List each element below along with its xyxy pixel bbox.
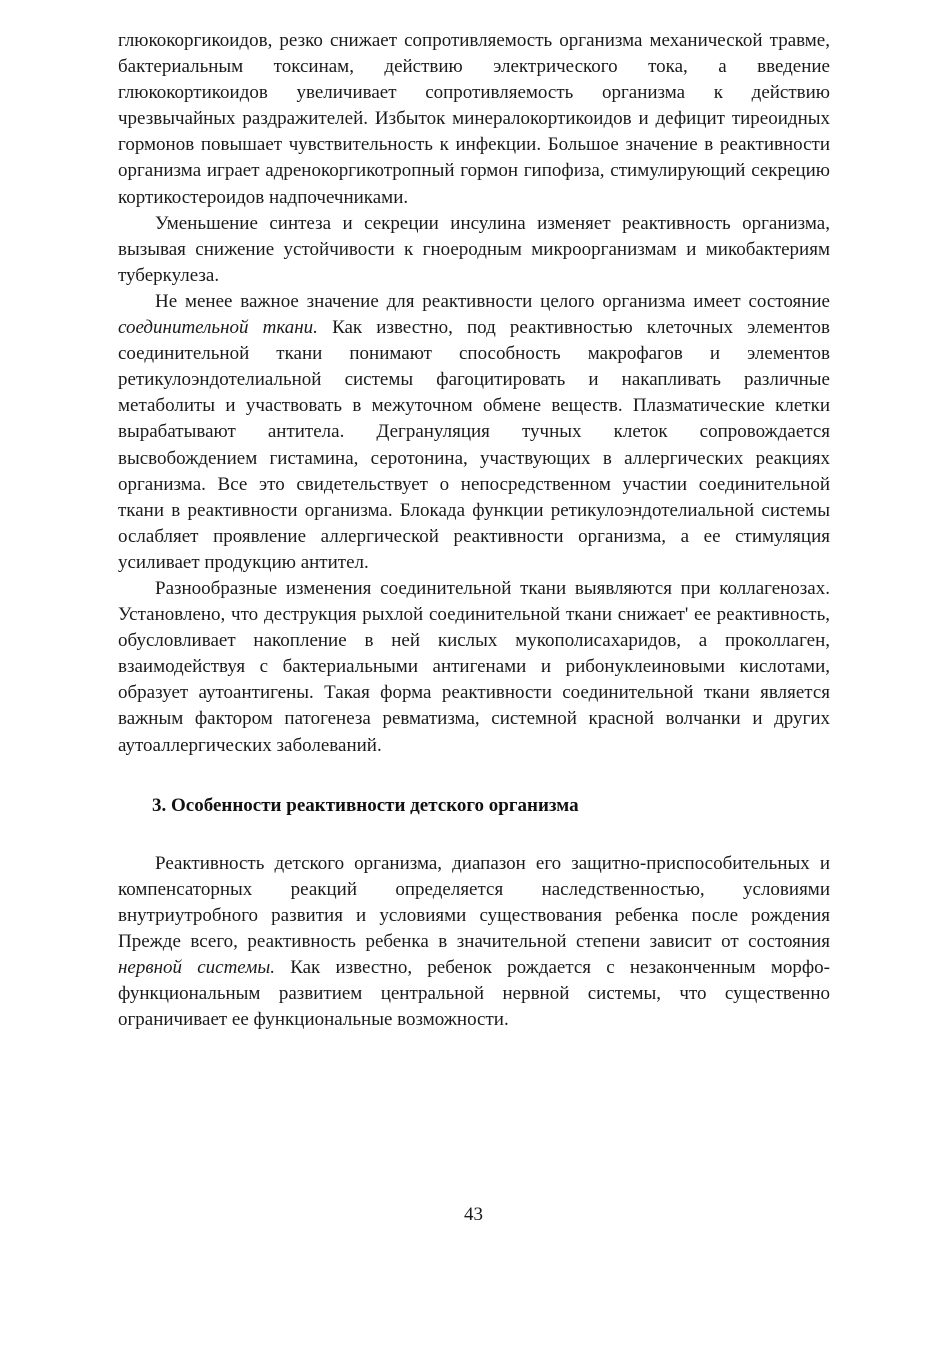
page-body	[118, 28, 830, 1033]
paragraph-continuation: глюкокоргикоидов, резко снижает сопротивляемость организма механической травме, бактериальным токсинам, действию электрического тока, а введение глюкокортикоидов увеличивает сопротивляемость организма к действию чрезвычайных раздражителей. Избыток минералокортикоидов и дефицит тиреоидных гормонов повышает чувствительность к инфекции. Большое значение в реактивности организма играет адренокоргикотропный гормон гипофиза, стимулирующий секрецию кортикостероидов надпочечниками.	[118, 30, 830, 208]
paragraph-text: Как известно, под реактивностью клеточных элементов соединительной ткани понимают способность макрофагов и элементов ретикулоэндотелиальной системы фагоцитировать и накапливать различные метаболиты и участвовать в межуточном обмене веществ. Плазматические клетки вырабатывают антитела. Дегрануляция тучных клеток сопровождается высвобождением гистамина, серотонина, участвующих в аллергических реакциях организма. Все это свидетельствует о непосредственном участии соединительной ткани в реактивности организма. Блокада функции ретикулоэндотелиальной системы ослабляет проявление аллергической реактивности организма, а ее стимуляция усиливает продукцию антител.	[118, 317, 830, 573]
italic-term: соединительной ткани.	[118, 317, 318, 339]
paragraph-collagenoses: Разнообразные изменения соединительной ткани выявляются при коллагенозах. Установлено, что деструкция рыхлой соединительной ткани снижает' ее реактивность, обусловливает накопление в ней кислых мукополисахаридов, а проколлаген, взаимодействуя с бактериальными антигенами и рибонуклеиновыми кислотами, образует аутоантигены. Такая форма реактивности соединительной ткани является важным фактором патогенеза ревматизма, системной красной волчанки и других аутоаллергических заболеваний.	[118, 577, 830, 756]
paragraph-text: Реактивность детского организма, диапазон его защитно-приспособительных и компенсаторных реакций определяется наследственностью, условиями внутриутробного развития и условиями существования ребенка после рождения Прежде всего, реактивность ребенка в значительной степени зависит от состояния	[118, 852, 830, 952]
section-heading: 3. Особенности реактивности детского организма	[152, 794, 579, 816]
italic-term: нервной системы.	[118, 957, 276, 978]
paragraph-insulin: Уменьшение синтеза и секреции инсулина изменяет реактивность организма, вызывая снижение устойчивости к гноеродным микроорганизмам и микобактериям туберкулеза.	[118, 212, 830, 286]
page-number: 43	[464, 1204, 483, 1225]
paragraph-connective-tissue	[118, 289, 830, 576]
paragraph-text: Не менее важное значение для реактивности целого организма имеет состояние	[155, 290, 830, 312]
paragraph-text: Как известно, ребенок рождается с незаконченным морфо-функциональным развитием центральной нервной системы, что существенно ограничивает ее функциональные возможности.	[118, 957, 830, 1031]
paragraph-child-reactivity	[118, 851, 830, 1034]
